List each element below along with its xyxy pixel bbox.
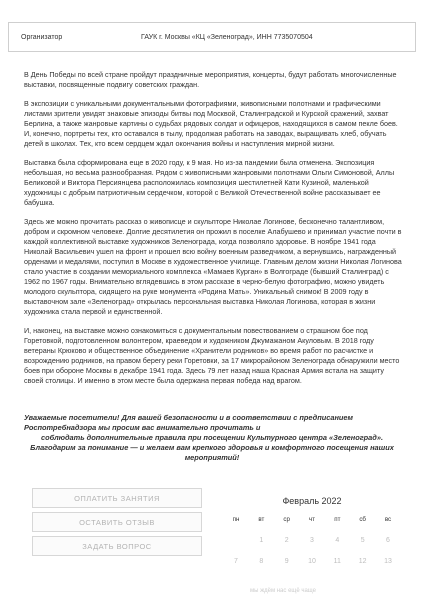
calendar-day[interactable]: 2 bbox=[284, 537, 289, 544]
calendar-day[interactable]: 11 bbox=[333, 558, 341, 565]
weekday: вт bbox=[258, 516, 265, 523]
leave-review-button[interactable]: ОСТАВИТЬ ОТЗЫВ bbox=[32, 512, 202, 532]
paragraph: Здесь же можно прочитать рассказ о живописце и скульпторе Николае Логинове, бесконечно талантливом, добром и скромном человеке. Долгие десятилетия он прожил в поселке Алабушево и принимал участие почти в каждой коллективной выставке художников Зеленограда, когда позволяло здоровье. В ноябре 1941 года Николай Васильевич ушел на фронт и прошел всю войну военным разведчиком, а вернувшись, награжденный орденами и медалями, поступил в Москве в художественное училище. Главным делом жизни Николая Логинова стало участие в создании мемориального комплекса «Мамаев Курган» в Волгограде (бывший Сталинград) с 1962 по 1967 годы. Внимательно вглядевшись в этом рассказе в черно-белую фотографию, можно увидеть молодого скульптора, сидящего на руке монумента «Родина Мать». Уникальный снимок! В 2009 году в выставочном зале «Зеленоград» открылась персональная выставка Николая Логинова, которая в жизни художника стала первой и единственной. bbox=[24, 217, 402, 316]
weekday: чт bbox=[308, 516, 316, 523]
event-description bbox=[24, 70, 404, 395]
safety-notice bbox=[24, 413, 400, 463]
calendar-week bbox=[222, 558, 402, 565]
weekday: пт bbox=[334, 516, 341, 523]
calendar-footer-text: мы ждём нас ещё чаще bbox=[250, 588, 317, 594]
weekday: ср bbox=[283, 516, 290, 523]
organizer-label: Организатор bbox=[21, 33, 63, 41]
calendar-weekdays bbox=[222, 516, 402, 523]
calendar-day[interactable]: 1 bbox=[259, 537, 264, 544]
calendar-day[interactable] bbox=[226, 537, 246, 544]
organizer-row bbox=[8, 22, 416, 52]
calendar-day[interactable]: 9 bbox=[284, 558, 289, 565]
paragraph: В День Победы по всей стране пройдут праздничные мероприятия, концерты, будут работать многочисленные выставки, посвященные подвигу советских граждан. bbox=[24, 70, 397, 89]
calendar-day[interactable]: 13 bbox=[384, 558, 392, 565]
calendar-day[interactable]: 5 bbox=[360, 537, 365, 544]
calendar-day[interactable]: 12 bbox=[358, 558, 367, 565]
weekday: сб bbox=[359, 516, 366, 523]
paragraph: Выставка была сформирована еще в 2020 году, к 9 мая. Но из-за пандемии была отменена. Экспозиция небольшая, но весьма разнообразная. Рядом с живописными жанровыми полотнами Ольги Симоновой, Аллы Беликовой и Виктора Персиянцева расположилась композиция шестилетней Кати Кузиной, маленькой художницы с добрым патриотичным сердечком, которой с Великой Отечественной войне рассказывает ее бабушка. bbox=[24, 158, 395, 207]
calendar bbox=[222, 496, 402, 565]
calendar-month-title: Февраль 2022 bbox=[282, 496, 342, 506]
calendar-day[interactable]: 10 bbox=[308, 558, 316, 565]
organizer-value: ГАУК г. Москвы «КЦ «Зеленоград», ИНН 7735070504 bbox=[141, 33, 313, 41]
calendar-week bbox=[222, 537, 402, 544]
pay-classes-button[interactable]: ОПЛАТИТЬ ЗАНЯТИЯ bbox=[32, 488, 202, 508]
notice-line: соблюдать дополнительные правила при посещении Культурного центра «Зеленоград». Благодарим за понимание — и желаем вам крепкого здоровья и комфортного посещения наших мероприятий! bbox=[30, 433, 394, 462]
weekday: вс bbox=[384, 516, 392, 523]
notice-line: Уважаемые посетители! Для вашей безопасности и в соответствии с предписанием Роспотребнадзора мы просим вас внимательно прочитать и bbox=[24, 413, 354, 432]
calendar-day[interactable]: 4 bbox=[335, 537, 340, 544]
calendar-day[interactable]: 6 bbox=[386, 537, 390, 544]
ask-question-button[interactable]: ЗАДАТЬ ВОПРОС bbox=[32, 536, 202, 556]
calendar-day[interactable]: 3 bbox=[310, 537, 314, 544]
paragraph: И, наконец, на выставке можно ознакомиться с документальным повествованием о страшном бое под Горетовкой, подготовленном волонтером, краеведом и художником Джумажаном Акуловым. В 2018 году ветераны Крюково и общественное объединение «Хранители родников» во время работ по расчистке и возрождению родников, на правом берегу реки Горетовки, за 17 микрорайоном Зеленограда обнаружили место боев при обороне Москвы в декабре 1941 года. Здесь 79 лет назад наша Красная Армия встала на защиту своей столицы. И именно в этом месте была одержана первая победа над врагом. bbox=[24, 326, 400, 385]
weekday: пн bbox=[232, 516, 240, 523]
paragraph: В экспозиции с уникальными документальными фотографиями, живописными полотнами и графическими листами зрители увидят знаковые эпизоды битвы под Москвой, Сталинградской и Курской сражений, захват Берлина, а также жанровые картины о судьбах рядовых солдат и офицеров, находящихся в самом пекле боев. И, конечно, портреты тех, кто оставался в тылу, продолжая работать на заводах, выращивать хлеб, обучать детей в школах. Тех, кто всем сердцем ждал окончания войны и наступления мирной жизни. bbox=[24, 99, 398, 148]
calendar-day[interactable]: 8 bbox=[259, 558, 264, 565]
calendar-day[interactable]: 7 bbox=[234, 558, 238, 565]
